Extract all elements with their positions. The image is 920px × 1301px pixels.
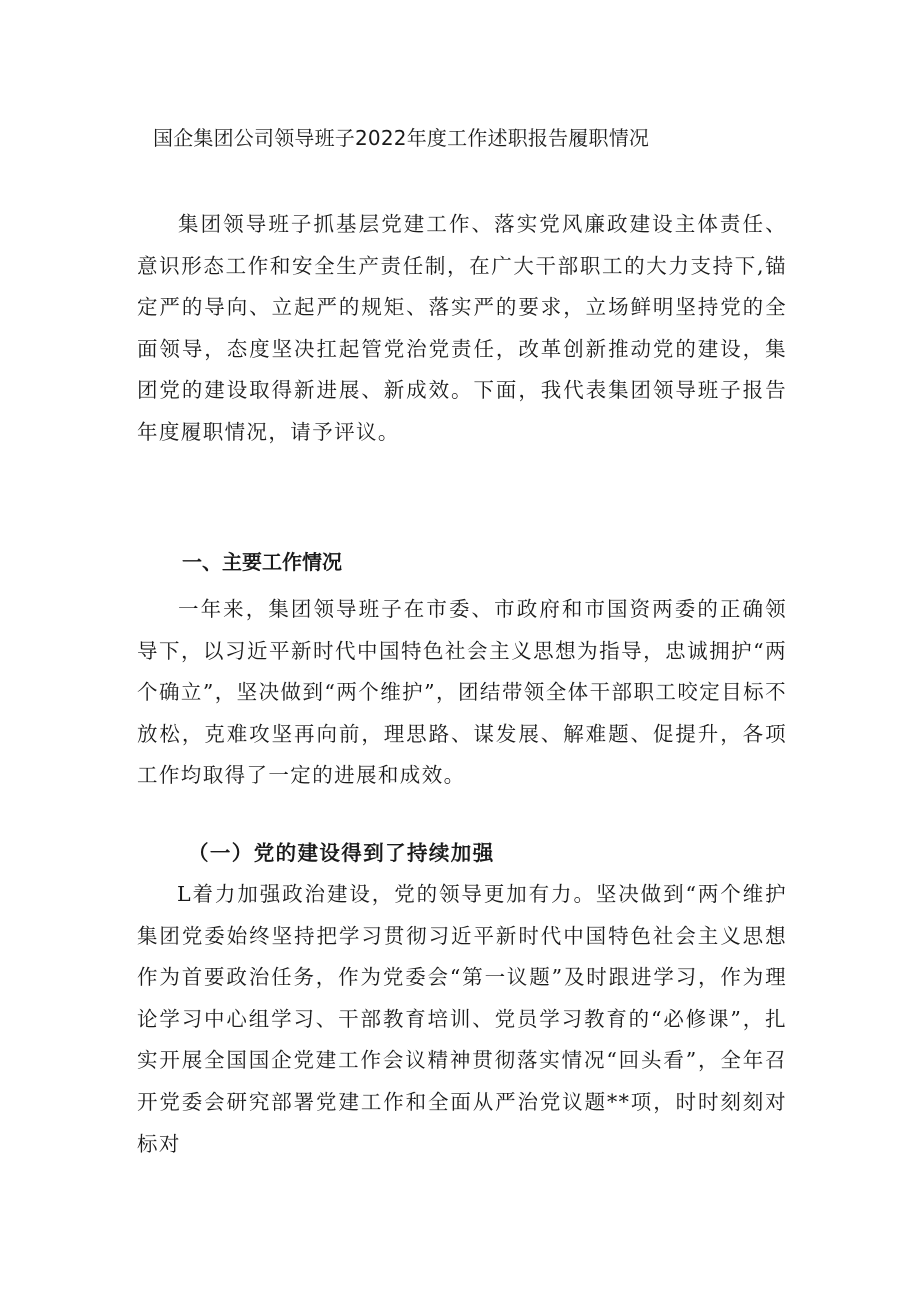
section-paragraph: 一年来，集团领导班子在市委、市政府和市国资两委的正确领导下，以习近平新时代中国特色社会主义思想为指导，忠诚拥护“两个确立”，坚决做到“两个维护”，团结带领全体干部职工咬定目标不放松，克难攻坚再向前，理思路、谋发展、解难题、促提升，各项工作均取得了一定的进展和成效。 bbox=[137, 597, 787, 788]
subsection-paragraph: L着力加强政治建设，党的领导更加有力。坚决做到“两个维护集团党委始终坚持把学习贯彻习近平新时代中国特色社会主义思想作为首要政治任务，作为党委会“第一议题”及时跟进学习，作为理论学习中心组学习、干部教育培训、党员学习教育的“必修课”，扎实开展全国国企党建工作会议精神贯彻落实情况“回头看”，全年召开党委会研究部署党建工作和全面从严治党议题**项，时时刻刻对标对 bbox=[137, 882, 787, 1156]
document-title: 国企集团公司领导班子2022年度工作述职报告履职情况 bbox=[153, 126, 650, 150]
intro-paragraph: 集团领导班子抓基层党建工作、落实党风廉政建设主体责任、意识形态工作和安全生产责任制，在广大干部职工的大力支持下,锚定严的导向、立起严的规矩、落实严的要求，立场鲜明坚持党的全面领导，态度坚决扛起管党治党责任，改革创新推动党的建设，集团党的建设取得新进展、新成效。下面，我代表集团领导班子报告年度履职情况，请予评议。 bbox=[137, 212, 787, 444]
section-heading: 一、主要工作情况 bbox=[182, 550, 342, 574]
subsection-heading: （一）党的建设得到了持续加强 bbox=[188, 841, 495, 865]
